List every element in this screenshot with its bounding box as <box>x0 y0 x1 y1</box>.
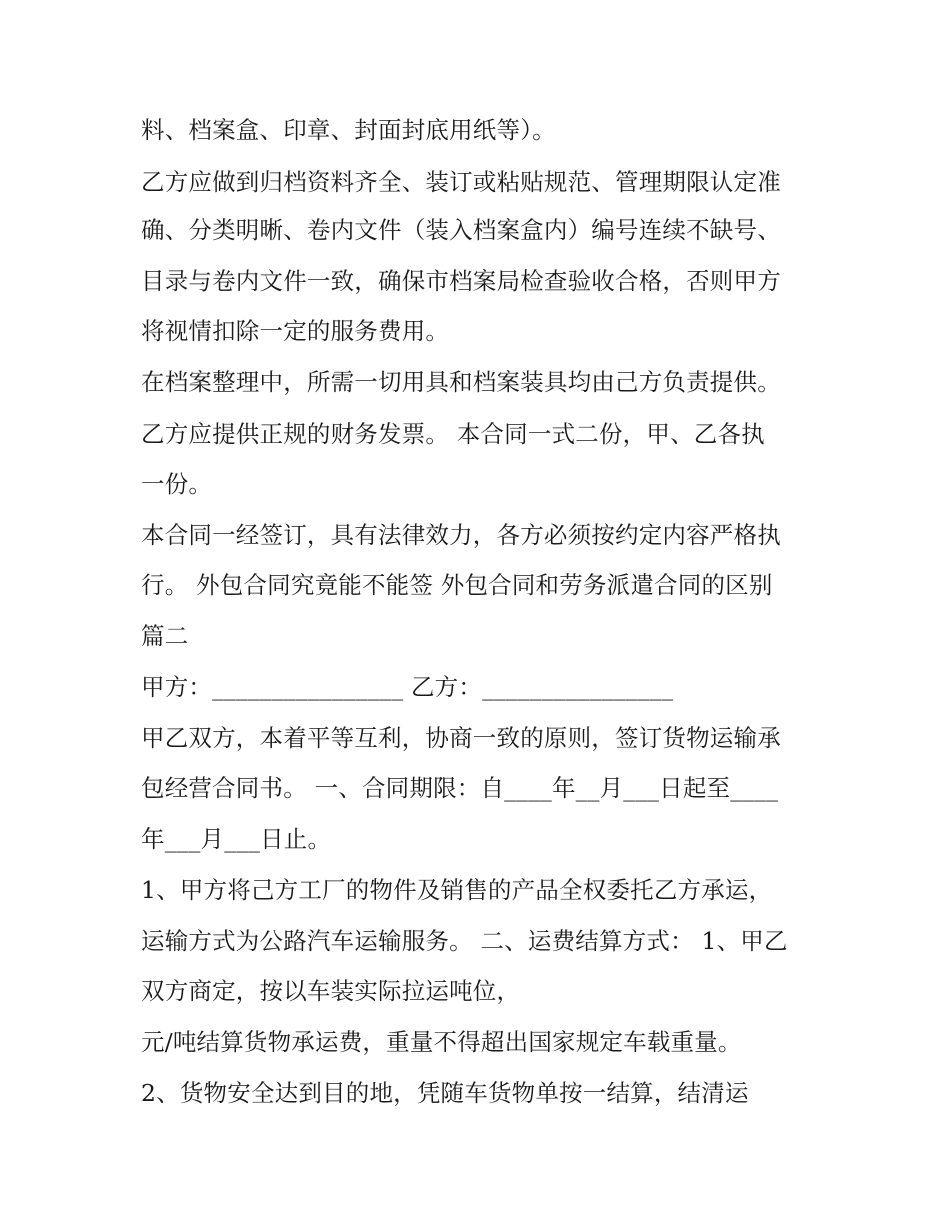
text-line: 在档案整理中，所需一切用具和档案装具均由己方负责提供。 <box>141 368 781 396</box>
text-line: 行。 外包合同究竟能不能签 外包合同和劳务派遣合同的区别 <box>141 571 773 599</box>
text-line: 乙方应做到归档资料齐全、装订或粘贴规范、管理期限认定准 <box>141 168 781 196</box>
text-line: 元/吨结算货物承运费，重量不得超出国家规定车载重量。 <box>141 1028 742 1056</box>
text-line: 运输方式为公路汽车运输服务。 二、运费结算方式： 1、甲乙 <box>141 927 788 955</box>
text-line: 2、货物安全达到目的地，凭随车货物单按一结算，结清运 <box>141 1079 749 1107</box>
text-line: 双方商定，按以车装实际拉运吨位， <box>141 977 521 1005</box>
text-line: 将视情扣除一定的服务费用。 <box>141 317 450 345</box>
text-line: 篇二 <box>141 622 189 650</box>
text-line: 包经营合同书。 一、合同期限：自____年__月___日起至____ <box>141 774 779 802</box>
text-line: 确、分类明晰、卷内文件（装入档案盒内）编号连续不缺号、 <box>141 216 781 244</box>
text-line: 乙方应提供正规的财务发票。 本合同一式二份，甲、乙各执 <box>141 420 765 448</box>
text-line: 目录与卷内文件一致，确保市档案局检查验收合格，否则甲方 <box>141 267 781 295</box>
text-line: 年___月___日止。 <box>141 825 332 853</box>
text-line: 本合同一经签订，具有法律效力，各方必须按约定内容严格执 <box>141 521 781 549</box>
text-line: 料、档案盒、印章、封面封底用纸等）。 <box>141 116 556 144</box>
text-line: 一份。 <box>141 470 213 498</box>
text-line: 1、甲方将己方工厂的物件及销售的产品全权委托乙方承运， <box>141 876 773 904</box>
text-line: 甲乙双方，本着平等互利，协商一致的原则，签订货物运输承 <box>141 724 781 752</box>
text-line: 甲方：________________ 乙方：________________ <box>141 673 674 701</box>
